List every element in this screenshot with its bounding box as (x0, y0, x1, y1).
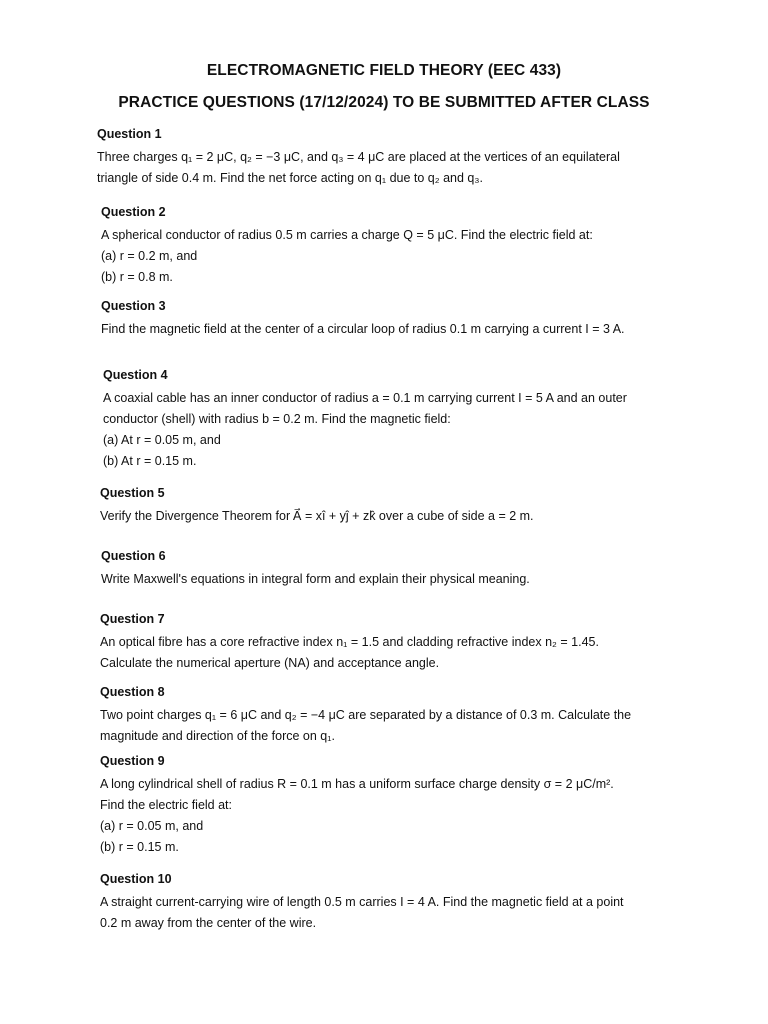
question-heading: Question 4 (103, 368, 168, 382)
question-text-line: A spherical conductor of radius 0.5 m carries a charge Q = 5 μC. Find the electric field at: (101, 228, 593, 242)
question-text-line: Write Maxwell's equations in integral form and explain their physical meaning. (101, 572, 530, 586)
question-heading: Question 6 (101, 549, 166, 563)
question-text-line: A long cylindrical shell of radius R = 0.1 m has a uniform surface charge density σ = 2 μC/m². (100, 777, 614, 791)
question-text-line: conductor (shell) with radius b = 0.2 m. Find the magnetic field: (103, 412, 451, 426)
question-text-line: (b) r = 0.8 m. (101, 270, 173, 284)
question-5 (100, 485, 768, 527)
question-2 (101, 204, 768, 288)
question-text-line: A coaxial cable has an inner conductor of radius a = 0.1 m carrying current I = 5 A and an outer (103, 391, 627, 405)
question-9 (100, 753, 768, 858)
question-text-line: (a) At r = 0.05 m, and (103, 433, 221, 447)
question-3 (101, 298, 768, 340)
question-heading: Question 5 (100, 486, 165, 500)
document-title: ELECTROMAGNETIC FIELD THEORY (EEC 433) (206, 62, 562, 79)
question-text-line: Verify the Divergence Theorem for A⃗ = xî + yĵ + zk̂ over a cube of side a = 2 m. (100, 509, 534, 523)
document-subtitle: PRACTICE QUESTIONS (17/12/2024) TO BE SUBMITTED AFTER CLASS (118, 94, 650, 111)
question-heading: Question 1 (97, 127, 162, 141)
question-heading: Question 9 (100, 754, 165, 768)
question-6 (101, 548, 768, 590)
question-heading: Question 10 (100, 872, 172, 886)
question-8 (100, 684, 768, 747)
question-text-line: 0.2 m away from the center of the wire. (100, 916, 317, 930)
question-1 (97, 126, 768, 189)
question-text-line: A straight current-carrying wire of length 0.5 m carries I = 4 A. Find the magnetic field at a point (100, 895, 624, 909)
question-heading: Question 3 (101, 299, 166, 313)
question-text-line: (a) r = 0.05 m, and (100, 819, 204, 833)
question-10 (100, 871, 768, 934)
question-heading: Question 7 (100, 612, 165, 626)
question-heading: Question 2 (101, 205, 166, 219)
question-heading: Question 8 (100, 685, 165, 699)
question-text-line: triangle of side 0.4 m. Find the net force acting on q₁ due to q₂ and q₃. (97, 171, 483, 185)
question-text-line: Find the magnetic field at the center of a circular loop of radius 0.1 m carrying a current I = 3 A. (101, 322, 625, 336)
question-text-line: (b) At r = 0.15 m. (103, 454, 197, 468)
question-text-line: Two point charges q₁ = 6 μC and q₂ = −4 μC are separated by a distance of 0.3 m. Calculate the (100, 708, 632, 722)
question-text-line: Three charges q₁ = 2 μC, q₂ = −3 μC, and q₃ = 4 μC are placed at the vertices of an equilateral (97, 150, 620, 164)
question-text-line: Find the electric field at: (100, 798, 233, 812)
question-text-line: magnitude and direction of the force on q₁. (100, 729, 335, 743)
question-text-line: (b) r = 0.15 m. (100, 840, 179, 854)
question-text-line: An optical fibre has a core refractive index n₁ = 1.5 and cladding refractive index n₂ = 1.45. (100, 635, 599, 649)
question-text-line: Calculate the numerical aperture (NA) and acceptance angle. (100, 656, 440, 670)
question-4 (103, 367, 768, 472)
question-text-line: (a) r = 0.2 m, and (101, 249, 198, 263)
question-7 (100, 611, 768, 674)
